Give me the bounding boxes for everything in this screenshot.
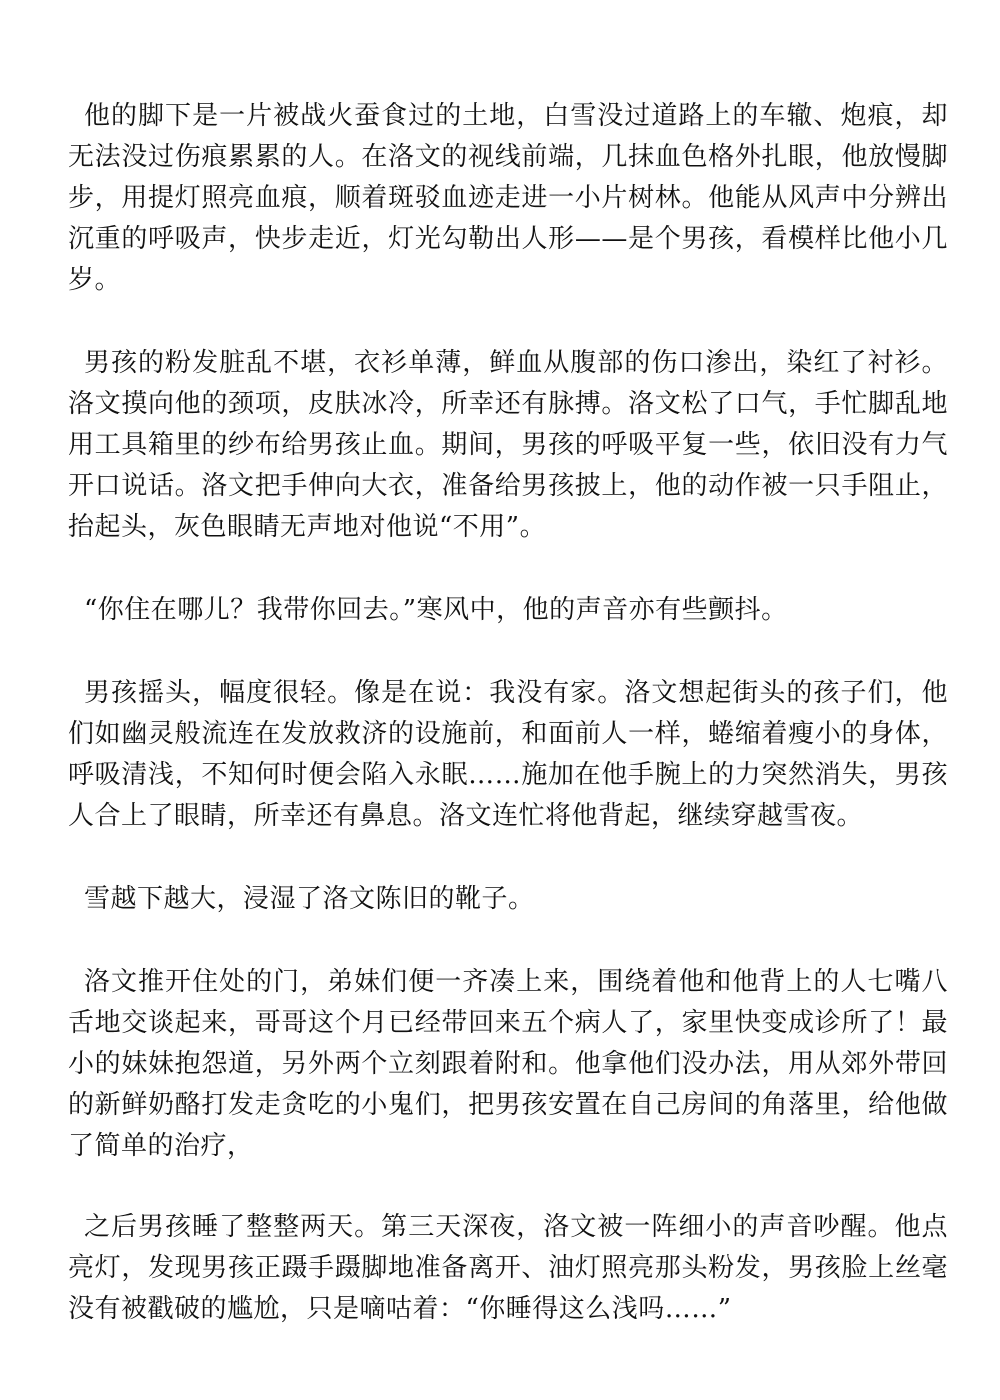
paragraph-2: 男孩的粉发脏乱不堪，衣衫单薄，鲜血从腹部的伤口渗出，染红了衬衫。洛文摸向他的颈项，皮肤冰冷，所幸还有脉搏。洛文松了口气，手忙脚乱地用工具箱里的纱布给男孩止血。期间，男孩的呼吸平复一些，依旧没有力气开口说话。洛文把手伸向大衣，准备给男孩披上，他的动作被一只手阻止，抬起头，灰色眼睛无声地对他说“不用”。 (68, 348, 948, 542)
paragraph-6: 洛文推开住处的门，弟妹们便一齐凑上来，围绕着他和他背上的人七嘴八舌地交谈起来，哥哥这个月已经带回来五个病人了，家里快变成诊所了！最小的妹妹抱怨道，另外两个立刻跟着附和。他拿他们没办法，用从郊外带回的新鲜奶酪打发走贪吃的小鬼们，把男孩安置在自己房间的角落里，给他做了简单的治疗， (68, 967, 948, 1161)
document-body (68, 96, 948, 1372)
paragraph-3: “你住在哪儿？我带你回去。”寒风中，他的声音亦有些颤抖。 (84, 595, 788, 625)
paragraph-4: 男孩摇头，幅度很轻。像是在说：我没有家。洛文想起街头的孩子们，他们如幽灵般流连在发放救济的设施前，和面前人一样，蜷缩着瘦小的身体，呼吸清浅，不知何时便会陷入永眠……施加在他手腕上的力突然消失，男孩人合上了眼睛，所幸还有鼻息。洛文连忙将他背起，继续穿越雪夜。 (68, 678, 948, 831)
paragraph-7: 之后男孩睡了整整两天。第三天深夜，洛文被一阵细小的声音吵醒。他点亮灯，发现男孩正蹑手蹑脚地准备离开、油灯照亮那头粉发，男孩脸上丝毫没有被戳破的尴尬，只是嘀咕着：“你睡得这么浅吗……” (68, 1212, 948, 1324)
paragraph-1: 他的脚下是一片被战火蚕食过的土地，白雪没过道路上的车辙、炮痕，却无法没过伤痕累累的人。在洛文的视线前端，几抹血色格外扎眼，他放慢脚步，用提灯照亮血痕，顺着斑驳血迹走进一小片树林。他能从风声中分辨出沉重的呼吸声，快步走近，灯光勾勒出人形——是个男孩，看模样比他小几岁。 (68, 101, 948, 295)
paragraph-5: 雪越下越大，浸湿了洛文陈旧的靴子。 (84, 884, 535, 914)
